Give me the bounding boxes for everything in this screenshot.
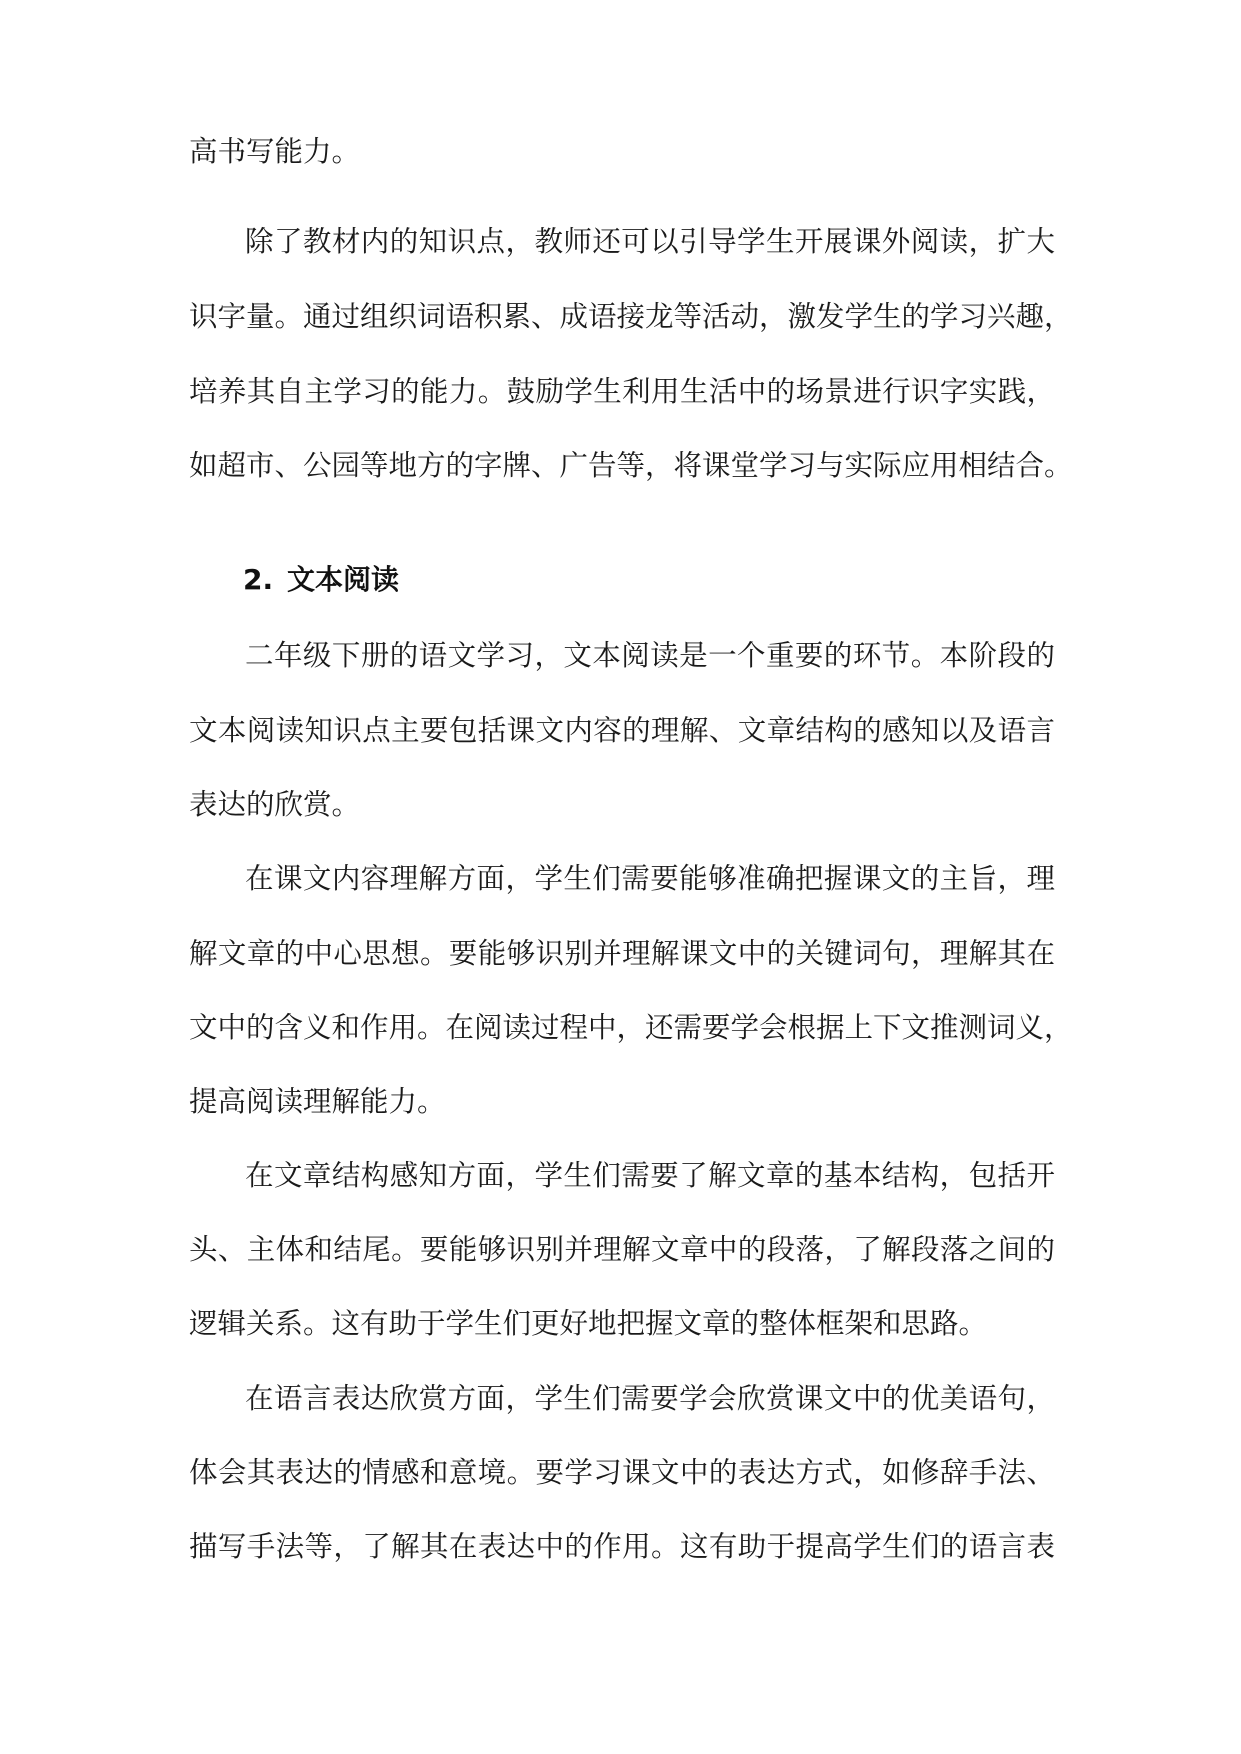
paragraph-line: 在语言表达欣赏方面，学生们需要学会欣赏课文中的优美语句，	[245, 1382, 1055, 1415]
paragraph-line: 体会其表达的情感和意境。要学习课文中的表达方式，如修辞手法、	[189, 1456, 1055, 1489]
paragraph-line: 在课文内容理解方面，学生们需要能够准确把握课文的主旨，理	[245, 862, 1055, 895]
paragraph-line: 头、主体和结尾。要能够识别并理解文章中的段落，了解段落之间的	[189, 1233, 1055, 1266]
paragraph-line: 在文章结构感知方面，学生们需要了解文章的基本结构，包括开	[245, 1159, 1055, 1192]
paragraph-line: 描写手法等，了解其在表达中的作用。这有助于提高学生们的语言表	[189, 1530, 1055, 1563]
section-heading	[243, 560, 399, 600]
paragraph-line: 文中的含义和作用。在阅读过程中，还需要学会根据上下文推测词义，	[189, 1011, 1073, 1044]
paragraph-line: 如超市、公园等地方的字牌、广告等，将课堂学习与实际应用相结合。	[189, 449, 1073, 482]
paragraph-line: 表达的欣赏。	[189, 788, 361, 821]
paragraph-line: 高书写能力。	[189, 135, 361, 168]
section-number: 2.	[243, 563, 274, 596]
paragraph-line: 二年级下册的语文学习，文本阅读是一个重要的环节。本阶段的	[245, 639, 1055, 672]
paragraph-line: 除了教材内的知识点，教师还可以引导学生开展课外阅读，扩大	[245, 225, 1055, 258]
paragraph-line: 培养其自主学习的能力。鼓励学生利用生活中的场景进行识字实践，	[189, 375, 1055, 408]
paragraph-line: 识字量。通过组织词语积累、成语接龙等活动，激发学生的学习兴趣，	[189, 300, 1073, 333]
paragraph-line: 解文章的中心思想。要能够识别并理解课文中的关键词句，理解其在	[189, 937, 1055, 970]
section-title: 文本阅读	[287, 563, 400, 596]
paragraph-line: 文本阅读知识点主要包括课文内容的理解、文章结构的感知以及语言	[189, 714, 1055, 747]
paragraph-line: 提高阅读理解能力。	[189, 1085, 446, 1118]
paragraph-line: 逻辑关系。这有助于学生们更好地把握文章的整体框架和思路。	[189, 1307, 988, 1340]
